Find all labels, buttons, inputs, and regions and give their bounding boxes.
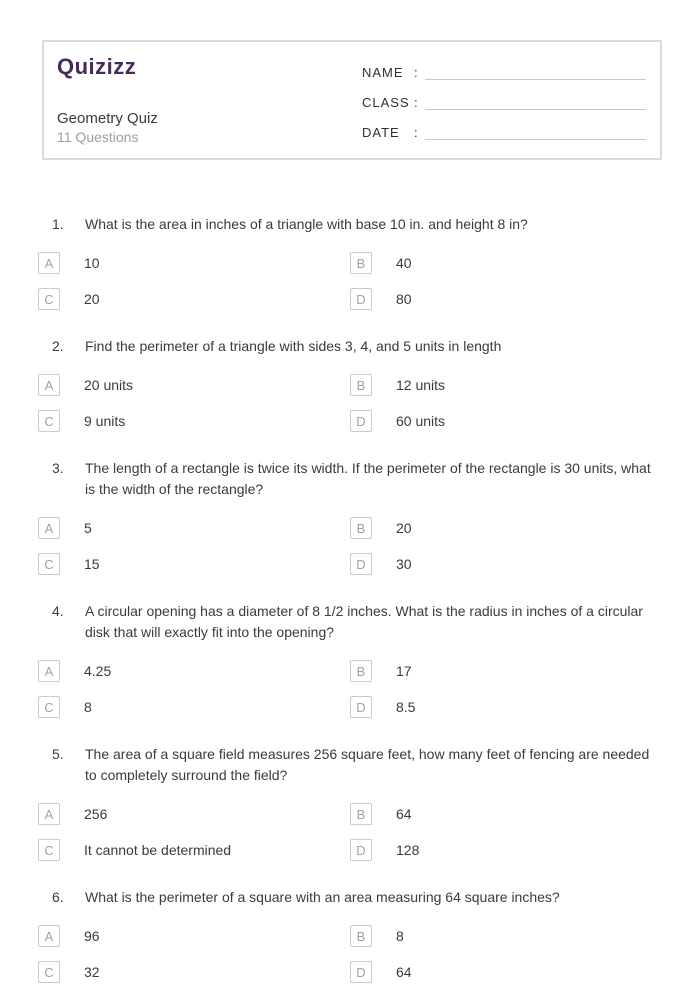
question-4-option-c[interactable]: [38, 696, 350, 718]
option-letter-box[interactable]: A: [38, 374, 60, 396]
question-3: [38, 458, 662, 575]
question-text: The length of a rectangle is twice its width. If the perimeter of the rectangle is 30 units, what is the width of the rectangle?: [85, 460, 651, 497]
option-letter-box[interactable]: B: [350, 660, 372, 682]
question-4-option-b[interactable]: [350, 660, 662, 682]
question-1: [38, 214, 662, 310]
question-1-option-b[interactable]: [350, 252, 662, 274]
question-text: A circular opening has a diameter of 8 1/2 inches. What is the radius in inches of a circular disk that will exactly fit into the opening?: [85, 603, 643, 640]
option-letter-box[interactable]: D: [350, 839, 372, 861]
option-text: 80: [396, 291, 412, 307]
option-letter-box[interactable]: D: [350, 410, 372, 432]
class-colon: :: [414, 95, 418, 110]
name-colon: :: [414, 65, 418, 80]
question-1-option-c[interactable]: [38, 288, 350, 310]
option-text: 12 units: [396, 377, 446, 393]
option-letter-box[interactable]: A: [38, 803, 60, 825]
question-6-option-c[interactable]: [38, 961, 350, 983]
option-letter-box[interactable]: C: [38, 696, 60, 718]
quiz-title-group: [57, 109, 362, 146]
name-input-line[interactable]: [425, 64, 646, 80]
option-text: 20 units: [84, 377, 134, 393]
option-letter-box[interactable]: C: [38, 553, 60, 575]
option-text: 256: [84, 806, 108, 822]
option-text: 60 units: [396, 413, 446, 429]
question-6: [38, 887, 662, 983]
question-count: 11 Questions: [57, 129, 139, 145]
class-field-row: [362, 89, 646, 110]
option-text: 10: [84, 255, 100, 271]
question-4: [38, 601, 662, 718]
question-3-option-d[interactable]: [350, 553, 662, 575]
question-2-options: [38, 374, 662, 432]
option-letter-box[interactable]: B: [350, 252, 372, 274]
option-text: 20: [396, 520, 412, 536]
question-number: 3.: [52, 460, 64, 476]
option-letter-box[interactable]: B: [350, 374, 372, 396]
quizizz-logo: Quizizz: [57, 54, 137, 79]
question-3-option-b[interactable]: [350, 517, 662, 539]
option-text: 64: [396, 806, 412, 822]
question-5-row: [38, 744, 662, 786]
question-number: 4.: [52, 603, 64, 619]
question-2-option-b[interactable]: [350, 374, 662, 396]
option-letter-box[interactable]: C: [38, 961, 60, 983]
option-text: 128: [396, 842, 420, 858]
option-letter-box[interactable]: D: [350, 553, 372, 575]
question-5-option-b[interactable]: [350, 803, 662, 825]
question-2-option-d[interactable]: [350, 410, 662, 432]
option-letter-box[interactable]: C: [38, 839, 60, 861]
question-1-row: [38, 214, 662, 235]
question-number: 5.: [52, 746, 64, 762]
option-text: 15: [84, 556, 100, 572]
worksheet-header: [42, 40, 662, 160]
option-text: 32: [84, 964, 100, 980]
option-letter-box[interactable]: D: [350, 696, 372, 718]
question-3-option-c[interactable]: [38, 553, 350, 575]
question-5-options: [38, 803, 662, 861]
question-4-option-d[interactable]: [350, 696, 662, 718]
question-2-option-a[interactable]: [38, 374, 350, 396]
questions-list: [38, 214, 662, 983]
quiz-title: Geometry Quiz: [57, 110, 158, 127]
question-1-options: [38, 252, 662, 310]
option-text: 5: [84, 520, 92, 536]
question-2-row: [38, 336, 662, 357]
option-text: 17: [396, 663, 412, 679]
option-text: 8: [396, 928, 404, 944]
question-6-option-a[interactable]: [38, 925, 350, 947]
option-letter-box[interactable]: A: [38, 517, 60, 539]
question-number: 6.: [52, 889, 64, 905]
option-text: 20: [84, 291, 100, 307]
question-1-option-d[interactable]: [350, 288, 662, 310]
option-text: It cannot be determined: [84, 842, 232, 858]
question-3-options: [38, 517, 662, 575]
question-3-row: [38, 458, 662, 500]
question-2: [38, 336, 662, 432]
class-input-line[interactable]: [425, 94, 646, 110]
question-4-option-a[interactable]: [38, 660, 350, 682]
option-text: 9 units: [84, 413, 126, 429]
option-text: 30: [396, 556, 412, 572]
header-left: [57, 55, 362, 146]
question-5-option-d[interactable]: [350, 839, 662, 861]
option-text: 40: [396, 255, 412, 271]
option-text: 64: [396, 964, 412, 980]
question-text: What is the perimeter of a square with an area measuring 64 square inches?: [85, 889, 560, 905]
option-letter-box[interactable]: A: [38, 252, 60, 274]
option-letter-box[interactable]: B: [350, 803, 372, 825]
question-4-row: [38, 601, 662, 643]
header-fields: [362, 55, 646, 146]
option-letter-box[interactable]: A: [38, 925, 60, 947]
option-letter-box[interactable]: B: [350, 517, 372, 539]
question-1-option-a[interactable]: [38, 252, 350, 274]
option-letter-box[interactable]: D: [350, 288, 372, 310]
question-6-options: [38, 925, 662, 983]
question-5: [38, 744, 662, 861]
date-colon: :: [414, 125, 418, 140]
question-number: 1.: [52, 216, 64, 232]
option-letter-box[interactable]: C: [38, 288, 60, 310]
question-6-row: [38, 887, 662, 908]
name-field-row: [362, 59, 646, 80]
option-text: 8.5: [396, 699, 416, 715]
option-letter-box[interactable]: A: [38, 660, 60, 682]
question-6-option-b[interactable]: [350, 925, 662, 947]
option-letter-box[interactable]: D: [350, 961, 372, 983]
date-field-row: [362, 119, 646, 140]
question-text: The area of a square field measures 256 square feet, how many feet of fencing are needed to completely surround the field?: [85, 746, 650, 783]
date-label: DATE: [362, 125, 400, 140]
name-label: NAME: [362, 65, 404, 80]
question-number: 2.: [52, 338, 64, 354]
date-input-line[interactable]: [425, 124, 646, 140]
question-5-option-c[interactable]: [38, 839, 350, 861]
option-letter-box[interactable]: B: [350, 925, 372, 947]
option-text: 96: [84, 928, 100, 944]
option-text: 8: [84, 699, 92, 715]
option-text: 4.25: [84, 663, 112, 679]
class-label: CLASS: [362, 95, 410, 110]
question-text: What is the area in inches of a triangle with base 10 in. and height 8 in?: [85, 216, 528, 232]
question-3-option-a[interactable]: [38, 517, 350, 539]
question-2-option-c[interactable]: [38, 410, 350, 432]
question-4-options: [38, 660, 662, 718]
option-letter-box[interactable]: C: [38, 410, 60, 432]
question-text: Find the perimeter of a triangle with sides 3, 4, and 5 units in length: [85, 338, 502, 354]
question-5-option-a[interactable]: [38, 803, 350, 825]
question-6-option-d[interactable]: [350, 961, 662, 983]
